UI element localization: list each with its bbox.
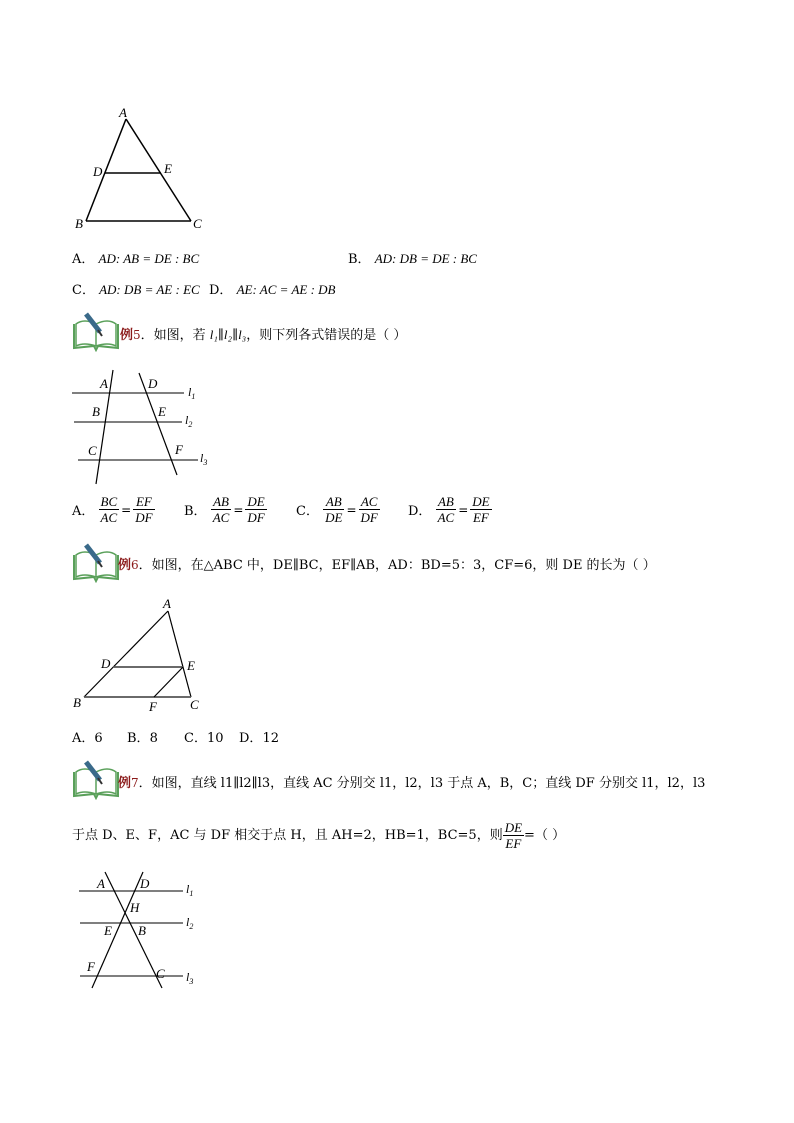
fraction: $\frac{AB}{DE}$ <box>325 494 343 525</box>
triangle-abc-figure <box>60 100 280 240</box>
ex5-option-b[interactable]: B． $\frac{AB}{AC}$ = $\frac{DE}{DF}$ <box>184 494 265 525</box>
svg-text:B: B <box>73 695 81 710</box>
example-7-heading-line2: 于点 D、E、F，AC 与 DF 相交于点 H，且 AH=2，HB=1，BC=5，则 $\frac{DE}{EF}$ =（ ） <box>72 820 566 851</box>
fraction: $\frac{DE}{EF}$ <box>472 494 490 525</box>
book-pencil-icon <box>72 760 120 800</box>
ex5-option-d[interactable]: D． $\frac{AB}{AC}$ = $\frac{DE}{EF}$ <box>408 494 490 525</box>
svg-text:D: D <box>148 376 158 391</box>
fraction: $\frac{EF}{DF}$ <box>135 494 153 525</box>
fraction: $\frac{AB}{AC}$ <box>212 494 230 525</box>
svg-text:l1: $l_1$ <box>188 385 196 401</box>
svg-text:l3: $l_3$ <box>200 451 208 467</box>
svg-text:E: E <box>104 923 112 938</box>
q4-option-c[interactable]: C． AD: DB = AE : EC <box>72 282 200 298</box>
parallel-lines-figure-5 <box>60 360 240 490</box>
fraction: $\frac{DE}{DF}$ <box>247 494 265 525</box>
svg-text:A: A <box>163 596 171 611</box>
svg-text:F: F <box>149 699 157 714</box>
svg-text:l2: $l_2$ <box>185 413 193 429</box>
intersecting-lines-figure-7 <box>60 855 240 995</box>
ex6-option-a[interactable]: A．6 <box>72 731 103 746</box>
svg-text:E: E <box>187 658 195 673</box>
svg-text:C: C <box>190 697 199 712</box>
ex6-option-d[interactable]: D．12 <box>239 731 279 746</box>
fraction: $\frac{AC}{DF}$ <box>360 494 378 525</box>
fraction: $\frac{BC}{AC}$ <box>100 494 118 525</box>
svg-text:B: B <box>75 216 83 231</box>
svg-text:H: H <box>130 900 140 915</box>
svg-text:C: C <box>88 443 97 458</box>
example-5-heading: 例5．如图，若 l₁∥l₂∥l₃，则下列各式错误的是（ ） <box>120 327 407 343</box>
svg-text:D: D <box>101 656 111 671</box>
book-pencil-icon <box>72 312 120 352</box>
fraction: $\frac{DE}{EF}$ <box>504 820 523 851</box>
svg-text:F: F <box>175 442 183 457</box>
svg-text:l1: $l_1$ <box>186 882 194 898</box>
ex5-option-c[interactable]: C． $\frac{AB}{DE}$ = $\frac{AC}{DF}$ <box>296 494 378 525</box>
fraction: $\frac{AB}{AC}$ <box>437 494 455 525</box>
q4-option-d[interactable]: D． AE: AC = AE : DB <box>209 282 336 298</box>
ex5-option-a[interactable]: A． $\frac{BC}{AC}$ = $\frac{EF}{DF}$ <box>72 494 153 525</box>
svg-text:A: A <box>97 876 105 891</box>
svg-text:E: E <box>158 404 166 419</box>
svg-text:B: B <box>138 923 146 938</box>
ex6-option-b[interactable]: B．8 <box>127 731 158 746</box>
triangle-def-figure-6 <box>60 590 240 720</box>
svg-text:A: A <box>119 105 127 120</box>
q4-option-b[interactable]: B． AD: DB = DE : BC <box>348 251 477 267</box>
svg-text:E: E <box>164 161 172 176</box>
ex6-option-c[interactable]: C．10 <box>184 731 224 746</box>
example-6-heading: 例6．如图，在△ABC 中，DE∥BC，EF∥AB，AD：BD=5：3，CF=6，则 DE 的长为（ ） <box>118 558 656 573</box>
svg-text:D: D <box>93 164 103 179</box>
svg-text:C: C <box>156 966 165 981</box>
svg-text:C: C <box>193 216 202 231</box>
book-pencil-icon <box>72 543 120 583</box>
svg-text:l3: $l_3$ <box>186 970 194 986</box>
svg-text:l2: $l_2$ <box>186 915 194 931</box>
example-7-heading-line1: 例7．如图，直线 l1∥l2∥l3，直线 AC 分别交 l1，l2，l3 于点 A，B，C；直线 DF 分别交 l1，l2，l3 <box>118 776 706 791</box>
q4-option-a[interactable]: A． AD: AB = DE : BC <box>72 251 200 267</box>
svg-text:A: A <box>100 376 108 391</box>
svg-text:B: B <box>92 404 100 419</box>
svg-text:D: D <box>140 876 150 891</box>
svg-text:F: F <box>87 959 95 974</box>
